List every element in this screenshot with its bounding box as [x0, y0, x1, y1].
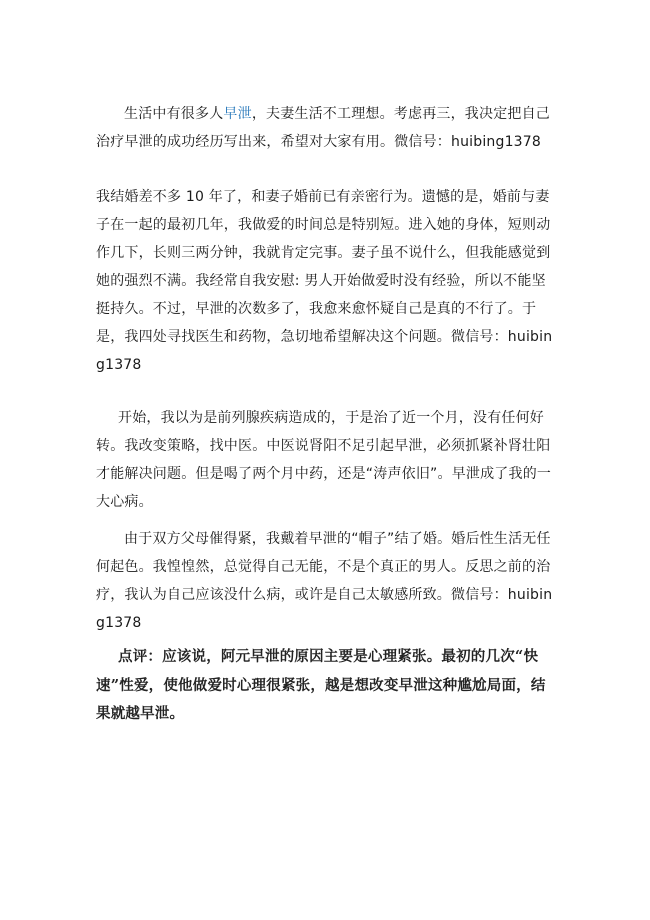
intro-text-end: ，夫妻生活不工理想。考虑再三，我决定把自己治疗早泄的成功经历写出来，希望对大家有用。微信号：huibing1378	[96, 106, 551, 150]
paragraph-marriage-story: 我结婚差不多 10 年了，和妻子婚前已有亲密行为。遗憾的是，婚前与妻子在一起的最初几年，我做爱的时间总是特别短。进入她的身体，短则动作几下，长则三两分钟，我就肯定完事。妻子虽不说什么，但我能感觉到她的强烈不满。我经常自我安慰: 男人开始做爱时没有经验，所以不能坚挺持久。不过，早泄的次数多了，我愈来愈怀疑自己是真的不行了。于是，我四处寻找医生和药物，急切地希望解决这个问题。微信号：huibing1378	[96, 189, 553, 373]
intro-text-start: 生活中有很多人	[124, 106, 224, 122]
paragraph-treatment: 开始，我以为是前列腺疾病造成的，于是治了近一个月，没有任何好转。我改变策略，找中医。中医说肾阳不足引起早泄，必须抓紧补肾壮阳才能解决问题。但是喝了两个月中药，还是“涛声依旧”。早泄成了我的一大心病。	[96, 410, 552, 510]
highlighted-keyword-link[interactable]: 早泄	[223, 106, 252, 122]
paragraph-intro	[96, 100, 558, 156]
paragraph-after-marriage: 由于双方父母催得紧，我戴着早泄的“帽子”结了婚。婚后性生活无任何起色。我惶惶然，总觉得自己无能，不是个真正的男人。反思之前的治疗，我认为自己应该没什么病，或许是自己太敏感所致。微信号：huibing1378	[96, 531, 553, 631]
paragraph-commentary: 点评：应该说，阿元早泄的原因主要是心理紧张。最初的几次“快速”性爱，使他做爱时心理很紧张，越是想改变早泄这种尴尬局面，结果就越早泄。	[96, 648, 546, 722]
